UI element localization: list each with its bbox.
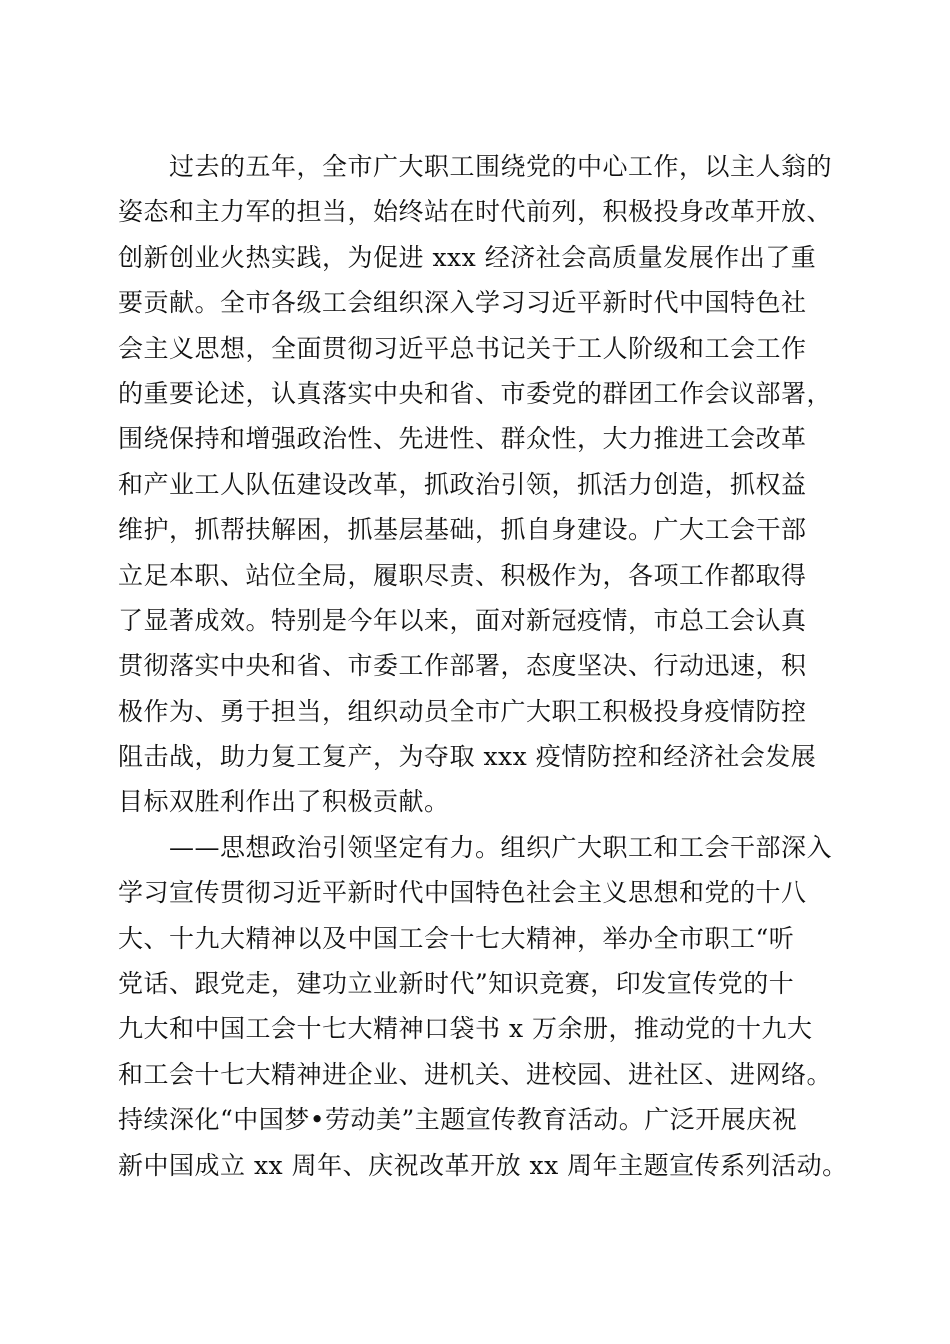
text-line: 过去的五年，全市广大职工围绕党的中心工作，以主人翁的 [118,152,833,181]
body-text [118,144,848,1188]
text-line: 创新创业火热实践，为促进 xxx 经济社会高质量发展作出了重 [118,242,817,272]
text-line: 的重要论述，认真落实中央和省、市委党的群团工作会议部署， [118,378,833,408]
text-line: 围绕保持和增强政治性、先进性、群众性，大力推进工会改革 [118,424,807,454]
text-line: 九大和中国工会十七大精神口袋书 x 万余册，推动党的十九大 [118,1014,813,1044]
text-line: 维护，抓帮扶解困，抓基层基础，抓自身建设。广大工会干部 [118,515,807,545]
text-line: 目标双胜利作出了积极贡献。 [118,787,450,817]
text-line: 姿态和主力军的担当，始终站在时代前列，积极投身改革开放、 [118,197,833,227]
text-line: 了显著成效。特别是今年以来，面对新冠疫情，市总工会认真 [118,605,807,635]
text-line: ——思想政治引领坚定有力。组织广大职工和工会干部深入 [118,832,833,862]
text-line: 和产业工人队伍建设改革，抓政治引领，抓活力创造，抓权益 [118,469,807,499]
text-line: 学习宣传贯彻习近平新时代中国特色社会主义思想和党的十八 [118,878,807,908]
text-line: 极作为、勇于担当，组织动员全市广大职工积极投身疫情防控 [118,696,807,726]
text-line: 要贡献。全市各级工会组织深入学习习近平新时代中国特色社 [118,288,807,318]
text-line: 党话、跟党走，建功立业新时代”知识竞赛，印发宣传党的十 [118,969,795,999]
text-line: 阻击战，助力复工复产，为夺取 xxx 疫情防控和经济社会发展 [118,742,817,772]
text-line: 会主义思想，全面贯彻习近平总书记关于工人阶级和工会工作 [118,333,807,363]
text-line: 立足本职、站位全局，履职尽责、积极作为，各项工作都取得 [118,560,807,590]
text-line: 和工会十七大精神进企业、进机关、进校园、进社区、进网络。 [118,1059,833,1089]
text-line: 新中国成立 xx 周年、庆祝改革开放 xx 周年主题宣传系列活动。 [118,1150,848,1180]
text-line: 大、十九大精神以及中国工会十七大精神，举办全市职工“听 [118,923,795,953]
text-line: 持续深化“中国梦•劳动美”主题宣传教育活动。广泛开展庆祝 [118,1105,798,1135]
text-line: 贯彻落实中央和省、市委工作部署，态度坚决、行动迅速，积 [118,651,807,681]
